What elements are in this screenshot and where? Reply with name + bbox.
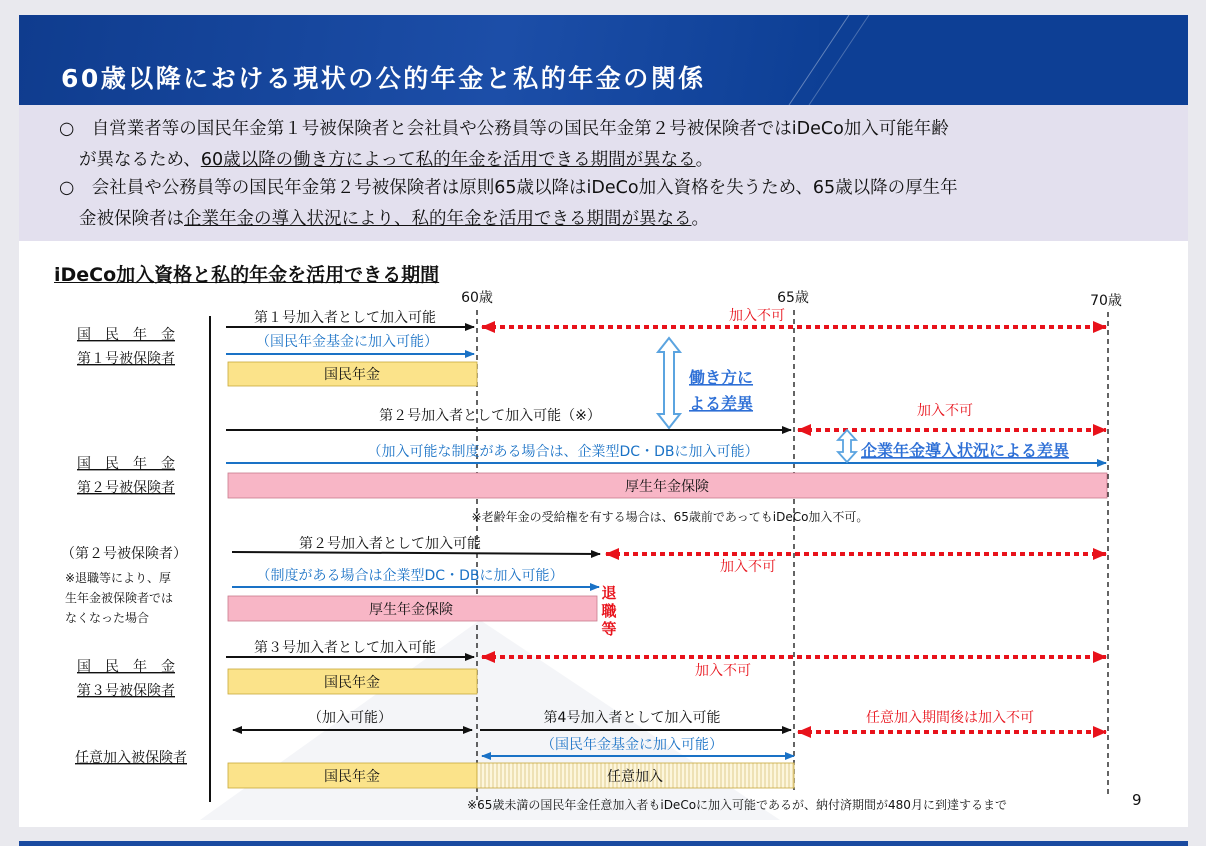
row3-label-2: ※退職等により、厚 bbox=[65, 571, 172, 585]
row3-bar-text: 厚生年金保険 bbox=[369, 602, 453, 618]
row3-label-3: 生年金被保険者では bbox=[65, 591, 174, 605]
row3-label-4: なくなった場合 bbox=[65, 611, 150, 625]
retire-char-3: 等 bbox=[601, 620, 617, 638]
footnote: ※65歳未満の国民年金任意加入者もiDeCoに加入可能であるが、納付済期間が480月に到達するまで bbox=[467, 798, 1007, 812]
age-60-label: 60歳 bbox=[461, 290, 493, 306]
row1-label-2: 第１号被保険者 bbox=[77, 351, 175, 367]
row5-label: 任意加入被保険者 bbox=[75, 750, 187, 766]
work-style-diff-arrow bbox=[658, 338, 680, 428]
row2-note: ※老齢年金の受給権を有する場合は、65歳前であってもiDeCo加入不可。 bbox=[471, 510, 869, 524]
row1-label-1: 国 民 年 金 bbox=[77, 327, 175, 343]
row2-arrow-text: 第２号加入者として加入可能（※） bbox=[379, 408, 601, 424]
age-65-label: 65歳 bbox=[777, 290, 809, 306]
row2-bar-text: 厚生年金保険 bbox=[625, 479, 709, 495]
row5-possible-text: （加入可能） bbox=[308, 710, 392, 726]
row5-bar2-text: 任意加入 bbox=[607, 769, 663, 785]
age-70-label: 70歳 bbox=[1090, 293, 1122, 309]
row3-corp-text: （制度がある場合は企業型DC・DBに加入可能） bbox=[256, 568, 564, 584]
row4-bar-text: 国民年金 bbox=[324, 675, 380, 691]
corp-diff-arrow bbox=[838, 430, 856, 462]
row1-arrow-text: 第１号加入者として加入可能 bbox=[254, 310, 436, 326]
row4-label-1: 国 民 年 金 bbox=[77, 659, 175, 675]
row5-bar1-text: 国民年金 bbox=[324, 769, 380, 785]
row2-label-1: 国 民 年 金 bbox=[77, 456, 175, 472]
bullet2-underlined: 企業年金の導入状況により、私的年金を活用できる期間が異なる bbox=[184, 209, 692, 229]
row3-no-text: 加入不可 bbox=[720, 559, 776, 575]
bullet1-text-c: 。 bbox=[695, 150, 714, 170]
pension-period-diagram bbox=[19, 15, 1188, 827]
bullet1-underlined: 60歳以降の働き方によって私的年金を活用できる期間が異なる bbox=[200, 150, 696, 170]
bullet1-line1: ○ 自営業者等の国民年金第１号被保険者と会社員や公務員等の国民年金第２号被保険者ではiDeCo加入可能年齢 bbox=[59, 119, 949, 139]
row5-arrow-text: 第4号加入者として加入可能 bbox=[543, 710, 721, 726]
diff1-text-1: 働き方に bbox=[689, 368, 754, 387]
retire-char-1: 退 bbox=[601, 584, 617, 602]
row1-bar-text: 国民年金 bbox=[324, 367, 380, 383]
page-number: 9 bbox=[1132, 791, 1142, 809]
row2-corp-text: （加入可能な制度がある場合は、企業型DC・DBに加入可能） bbox=[367, 444, 759, 460]
bottom-bar bbox=[19, 841, 1188, 846]
row5-fund-text: （国民年金基金に加入可能） bbox=[541, 737, 723, 753]
row3-label-1: （第２号被保険者） bbox=[61, 546, 187, 562]
row4-no-text: 加入不可 bbox=[695, 663, 751, 679]
bullet2-line1: ○ 会社員や公務員等の国民年金第２号被保険者は原則65歳以降はiDeCo加入資格を失うため、65歳以降の厚生年 bbox=[59, 178, 958, 198]
page-title: 60歳以降における現状の公的年金と私的年金の関係 bbox=[61, 64, 706, 93]
bullet1-text-b: が異なるため、 bbox=[79, 150, 201, 170]
diff1-text-2: よる差異 bbox=[689, 394, 754, 413]
row3-arrow-text: 第２号加入者として加入可能 bbox=[299, 536, 481, 552]
section-title: iDeCo加入資格と私的年金を活用できる期間 bbox=[54, 264, 440, 286]
row4-arrow-text: 第３号加入者として加入可能 bbox=[254, 640, 436, 656]
row3-arrow bbox=[232, 552, 600, 554]
row1-fund-text: （国民年金基金に加入可能） bbox=[256, 334, 438, 350]
bullet2-text-c: 。 bbox=[691, 209, 709, 229]
row4-label-2: 第３号被保険者 bbox=[77, 683, 175, 699]
row1-no-text: 加入不可 bbox=[729, 308, 785, 324]
bullet2-text-b: 金被保険者は bbox=[79, 209, 184, 229]
diff2-text: 企業年金導入状況による差異 bbox=[861, 441, 1070, 460]
retire-char-2: 職 bbox=[601, 602, 617, 620]
row5-no-text: 任意加入期間後は加入不可 bbox=[866, 710, 1034, 726]
slide bbox=[19, 15, 1188, 827]
row2-no-text: 加入不可 bbox=[917, 403, 973, 419]
row2-label-2: 第２号被保険者 bbox=[77, 480, 175, 496]
